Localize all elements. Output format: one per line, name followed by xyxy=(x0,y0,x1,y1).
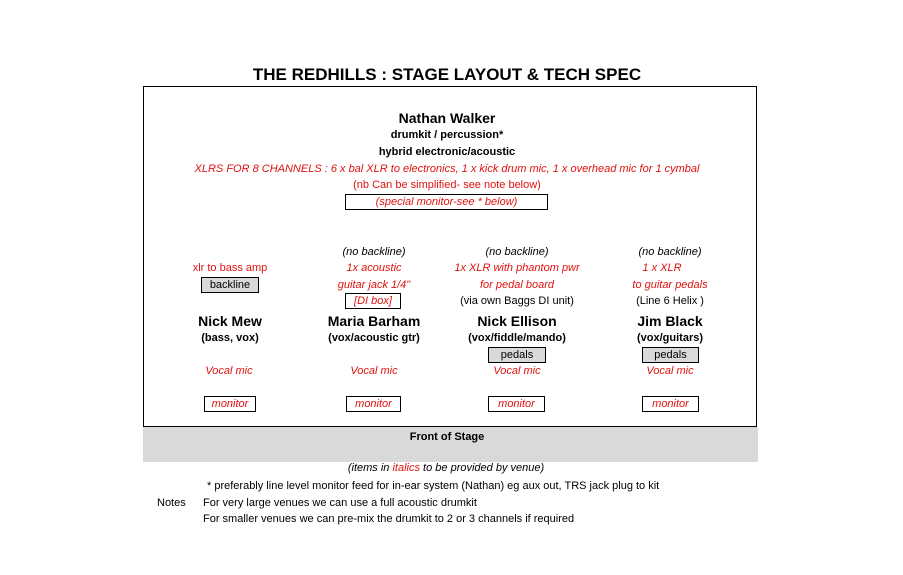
player-4-helix-note: (Line 6 Helix ) xyxy=(636,295,704,307)
drummer-xlr-requirements: XLRS FOR 8 CHANNELS : 6 x bal XLR to electronics, 1 x kick drum mic, 1 x overhead mic for 1 cymbal xyxy=(194,163,700,175)
venue-provided-note xyxy=(348,462,544,474)
note-item: For smaller venues we can pre-mix the drumkit to 2 or 3 channels if required xyxy=(203,513,575,525)
player-2-name: Maria Barham xyxy=(327,313,421,329)
player-2-requirement-line2: guitar jack 1/4" xyxy=(337,279,411,291)
drummer-simplify-note: (nb Can be simplified- see note below) xyxy=(353,179,541,191)
player-1-backline-box: backline xyxy=(201,277,259,293)
player-2-requirement-line1: 1x acoustic xyxy=(346,262,402,274)
player-4-name: Jim Black xyxy=(637,313,703,329)
player-3-role: (vox/fiddle/mando) xyxy=(468,332,566,344)
page-title: THE REDHILLS : STAGE LAYOUT & TECH SPEC xyxy=(252,65,642,84)
venue-note-prefix: (items in xyxy=(347,462,393,474)
player-4-role: (vox/guitars) xyxy=(636,332,704,344)
player-3-vocal-mic: Vocal mic xyxy=(493,365,541,377)
player-4-requirement-line1: 1 x XLR xyxy=(642,262,682,274)
monitor-footnote: * preferably line level monitor feed for in-ear system (Nathan) eg aux out, TRS jack plug to kit xyxy=(207,480,660,492)
player-1-requirement: xlr to bass amp xyxy=(192,262,268,274)
player-4-requirement-line2: to guitar pedals xyxy=(632,279,708,291)
player-2-vocal-mic: Vocal mic xyxy=(350,365,398,377)
front-of-stage-label: Front of Stage xyxy=(409,431,485,443)
player-3-requirement-line2: for pedal board xyxy=(480,279,554,291)
drummer-name: Nathan Walker xyxy=(398,110,496,126)
player-4-vocal-mic: Vocal mic xyxy=(646,365,694,377)
note-item: For very large venues we can use a full acoustic drumkit xyxy=(203,497,477,509)
player-2-role: (vox/acoustic gtr) xyxy=(328,332,420,344)
notes-label: Notes xyxy=(157,497,186,509)
player-2-di-box: [DI box] xyxy=(345,293,401,309)
player-3-di-note: (via own Baggs DI unit) xyxy=(460,295,574,307)
player-4-no-backline: (no backline) xyxy=(638,246,702,258)
player-1-name: Nick Mew xyxy=(198,313,262,329)
player-4-monitor-box: monitor xyxy=(642,396,699,412)
venue-note-suffix: to be provided by venue) xyxy=(420,462,545,474)
player-3-name: Nick Ellison xyxy=(477,313,557,329)
player-3-monitor-box: monitor xyxy=(488,396,545,412)
player-2-no-backline: (no backline) xyxy=(342,246,406,258)
player-2-monitor-box: monitor xyxy=(346,396,401,412)
drummer-monitor-box: (special monitor-see * below) xyxy=(345,194,548,210)
drummer-kit: hybrid electronic/acoustic xyxy=(378,146,516,158)
player-1-role: (bass, vox) xyxy=(201,332,259,344)
player-1-vocal-mic: Vocal mic xyxy=(205,365,253,377)
venue-note-italics-word: italics xyxy=(392,462,420,474)
player-1-monitor-box: monitor xyxy=(204,396,256,412)
player-4-pedals-box: pedals xyxy=(642,347,699,363)
player-3-no-backline: (no backline) xyxy=(485,246,549,258)
player-3-pedals-box: pedals xyxy=(488,347,546,363)
drummer-role: drumkit / percussion* xyxy=(390,129,504,141)
player-3-requirement-line1: 1x XLR with phantom pwr xyxy=(454,262,580,274)
